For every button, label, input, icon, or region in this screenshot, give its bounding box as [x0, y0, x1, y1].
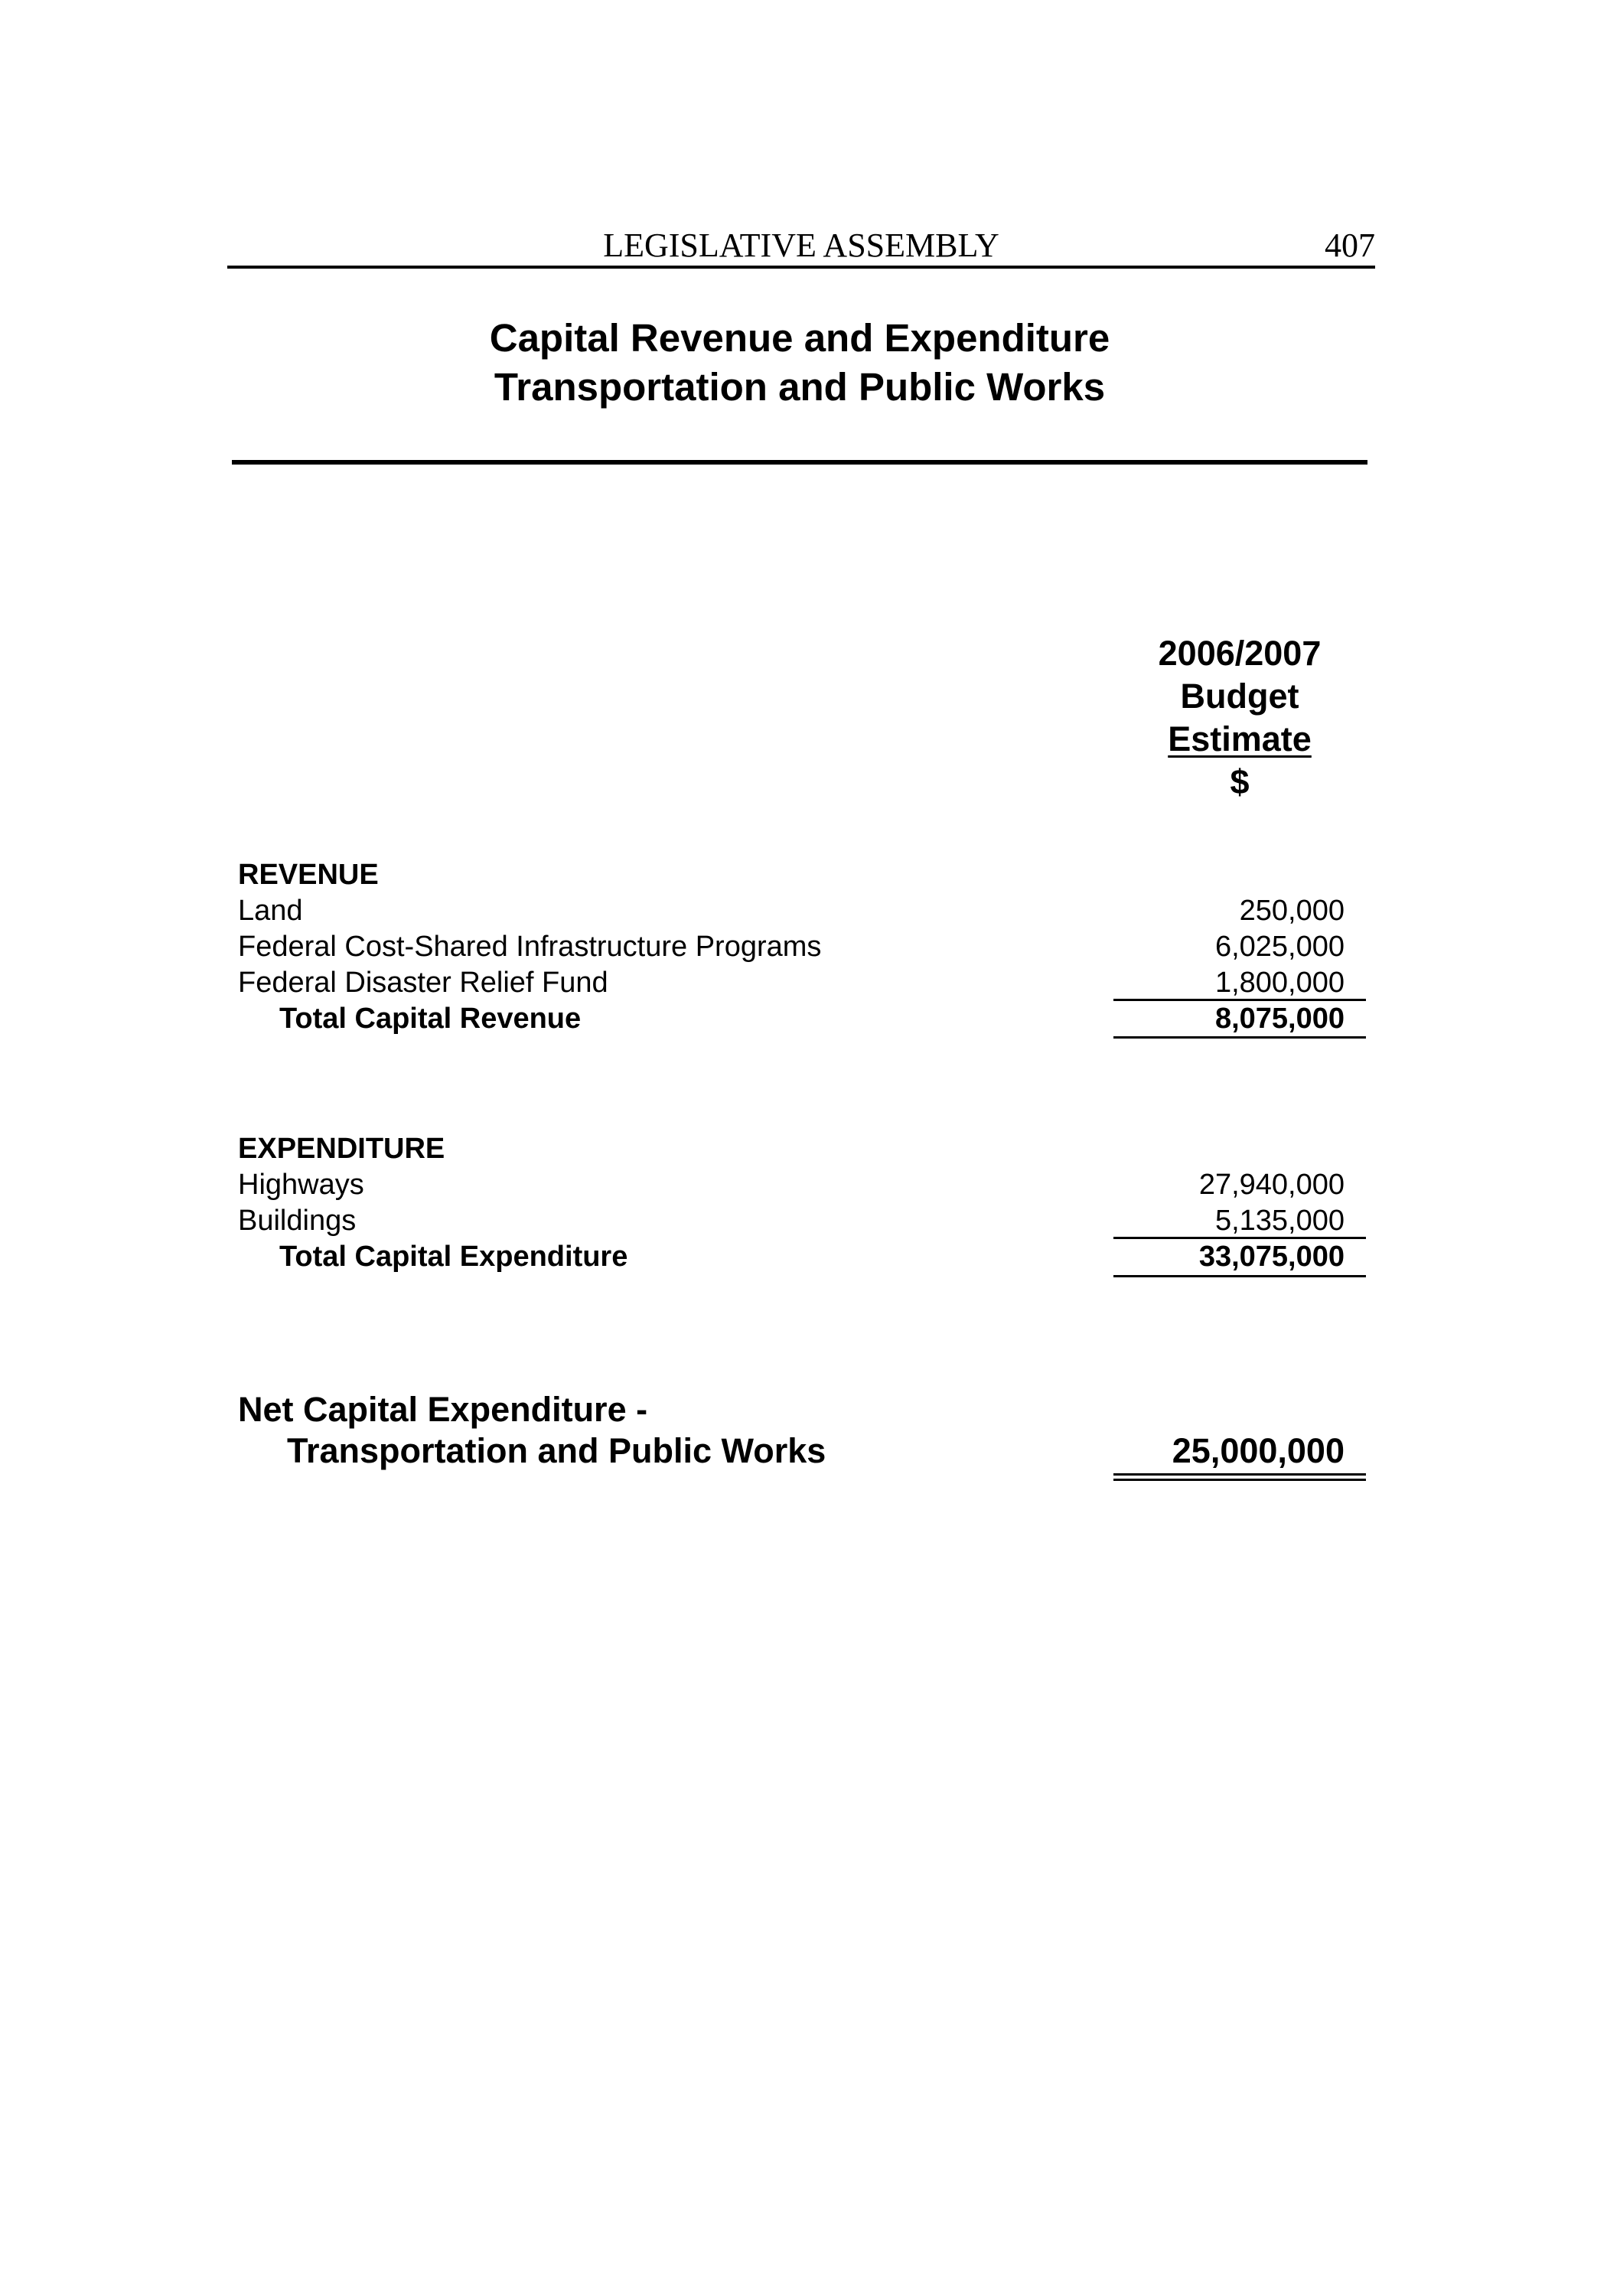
- title-line-1: Capital Revenue and Expenditure: [489, 316, 1110, 360]
- expenditure-item-label: Highways: [238, 1169, 364, 1201]
- total-capital-expenditure-amount: 33,075,000: [1198, 1241, 1345, 1273]
- revenue-item-amount: 6,025,000: [1214, 931, 1345, 963]
- column-header-year: 2006/2007: [1158, 634, 1322, 673]
- expenditure-item-label: Buildings: [238, 1205, 357, 1237]
- net-capital-expenditure-label-line-2: Transportation and Public Works: [287, 1431, 826, 1470]
- net-capital-expenditure-amount: 25,000,000: [1172, 1431, 1345, 1470]
- revenue-item-label: Federal Cost-Shared Infrastructure Programs: [238, 931, 822, 963]
- revenue-item-amount: 1,800,000: [1214, 967, 1345, 999]
- expenditure-item-amount: 27,940,000: [1198, 1169, 1345, 1201]
- revenue-heading: REVENUE: [238, 859, 379, 891]
- column-header-currency: $: [1230, 762, 1250, 801]
- column-header: [1110, 632, 1370, 804]
- title-rule: [232, 460, 1367, 465]
- expenditure-item-amount: 5,135,000: [1214, 1205, 1345, 1237]
- revenue-item-amount: 250,000: [1239, 895, 1345, 927]
- page-number: 407: [1325, 227, 1375, 264]
- double-rule-bottom: [1113, 1479, 1366, 1481]
- running-header: [227, 223, 1375, 269]
- expenditure-heading: EXPENDITURE: [238, 1133, 445, 1165]
- total-capital-revenue-amount: 8,075,000: [1214, 1003, 1345, 1035]
- running-header-title: LEGISLATIVE ASSEMBLY: [603, 227, 999, 264]
- total-rule: [1113, 1036, 1366, 1039]
- net-capital-expenditure-label: Net Capital Expenditure -: [238, 1390, 648, 1429]
- header-rule: [227, 266, 1375, 269]
- title-line-2: Transportation and Public Works: [494, 365, 1106, 409]
- total-capital-revenue-label: Total Capital Revenue: [279, 1003, 582, 1035]
- revenue-item-label: Land: [238, 895, 303, 927]
- total-capital-expenditure-label: Total Capital Expenditure: [279, 1241, 628, 1273]
- total-rule: [1113, 1275, 1366, 1277]
- document-title: [230, 314, 1370, 412]
- column-header-budget: Budget: [1180, 677, 1299, 716]
- column-header-estimate: Estimate: [1168, 719, 1312, 758]
- revenue-item-label: Federal Disaster Relief Fund: [238, 967, 608, 999]
- double-rule-top: [1113, 1473, 1366, 1476]
